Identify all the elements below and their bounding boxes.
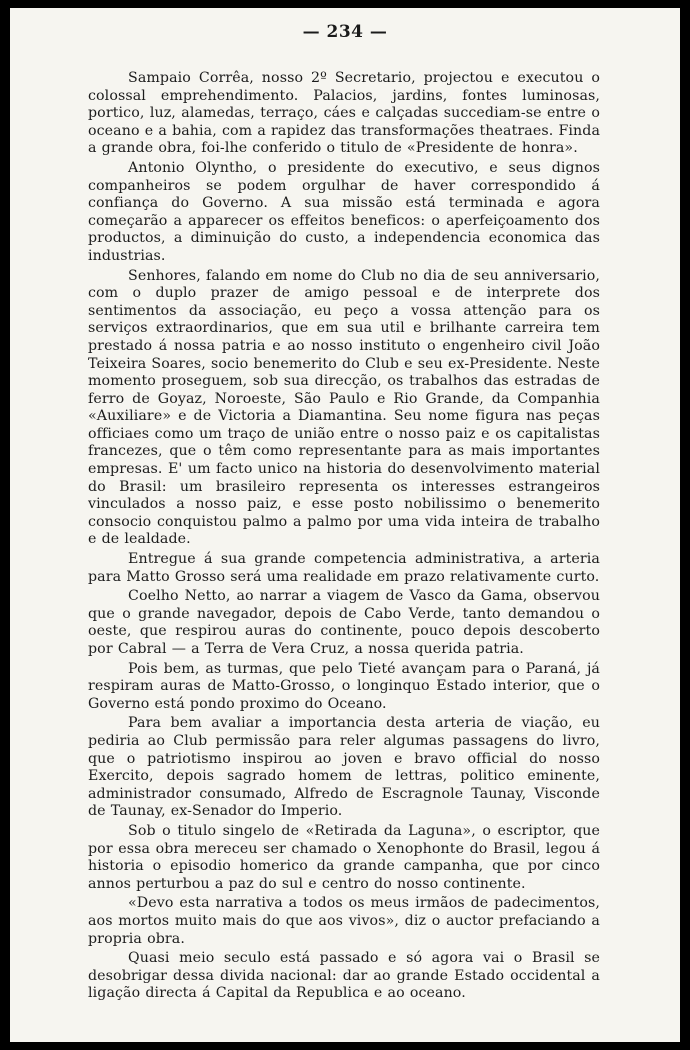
paragraph-9: «Devo esta narrativa a todos os meus irmãos de padecimentos, aos mortos muito mais do que aos vivos», diz o auctor prefaciando a propria obra. [88, 895, 600, 947]
body-text [88, 70, 600, 1005]
paragraph-3: Senhores, falando em nome do Club no dia de seu anniversario, com o duplo prazer de amigo pessoal e de interprete dos sentimentos da associação, eu peço a vossa attenção para os serviços extraordinarios, que em sua util e brilhante carreira tem prestado á nossa patria e ao nosso instituto o engenheiro civil João Teixeira Soares, socio benemerito do Club e seu ex-Presidente. Neste momento proseguem, sob sua direcção, os trabalhos das estradas de ferro de Goyaz, Noroeste, São Paulo e Rio Grande, da Companhia «Auxiliare» e de Victoria a Diamantina. Seu nome figura nas peças officiaes como um traço de união entre o nosso paiz e os capitalistas francezes, que o têm como representante para as mais importantes empresas. E' um facto unico na historia do desenvolvimento material do Brasil: um brasileiro representa os interesses estrangeiros vinculados a nosso paiz, e esse posto nobilissimo o benemerito consocio conquistou palmo a palmo por uma vida inteira de trabalho e de lealdade. [88, 267, 600, 548]
paragraph-4: Entregue á sua grande competencia administrativa, a arteria para Matto Grosso será uma realidade em prazo relativamente curto. [88, 551, 600, 585]
paragraph-6: Pois bem, as turmas, que pelo Tieté avançam para o Paraná, já respiram auras de Matto-Grosso, o longinquo Estado interior, que o Governo está pondo proximo do Oceano. [88, 660, 600, 712]
paragraph-5: Coelho Netto, ao narrar a viagem de Vasco da Gama, observou que o grande navegador, depois de Cabo Verde, tanto demandou o oeste, que respirou auras do continente, pouco depois descoberto por Cabral — a Terra de Vera Cruz, a nossa querida patria. [88, 588, 600, 657]
paragraph-7: Para bem avaliar a importancia desta arteria de viação, eu pediria ao Club permissão para reler algumas passagens do livro, que o patriotismo inspirou ao joven e bravo official do nosso Exercito, depois sagrado homem de lettras, politico eminente, administrador consumado, Alfredo de Escragnole Taunay, Visconde de Taunay, ex-Senador do Imperio. [88, 715, 600, 820]
book-page [10, 8, 680, 1042]
paragraph-1: Sampaio Corrêa, nosso 2º Secretario, projectou e executou o colossal emprehendimento. Palacios, jardins, fontes luminosas, portico, luz, alamedas, terraço, cáes e calçadas succediam-se entre o oceano e a bahia, com a rapidez das transformações theatraes. Finda a grande obra, foi-lhe conferido o titulo de «Presidente de honra». [88, 70, 600, 157]
paragraph-8: Sob o titulo singelo de «Retirada da Laguna», o escriptor, que por essa obra mereceu ser chamado o Xenophonte do Brasil, legou á historia o episodio homerico da grande campanha, que por cinco annos perturbou a paz do sul e centro do nosso continente. [88, 822, 600, 892]
paragraph-2: Antonio Olyntho, o presidente do executivo, e seus dignos companheiros se podem orgulhar de haver correspondido á confiança do Governo. A sua missão está terminada e agora começarão a apparecer os effeitos beneficos: o aperfeiçoamento dos productos, a diminuição do custo, a independencia economica das industrias. [88, 159, 600, 264]
paragraph-10: Quasi meio seculo está passado e só agora vai o Brasil se desobrigar dessa divida nacional: dar ao grande Estado occidental a ligação directa á Capital da Republica e ao oceano. [88, 950, 600, 1002]
page-number: — 234 — [302, 22, 388, 42]
